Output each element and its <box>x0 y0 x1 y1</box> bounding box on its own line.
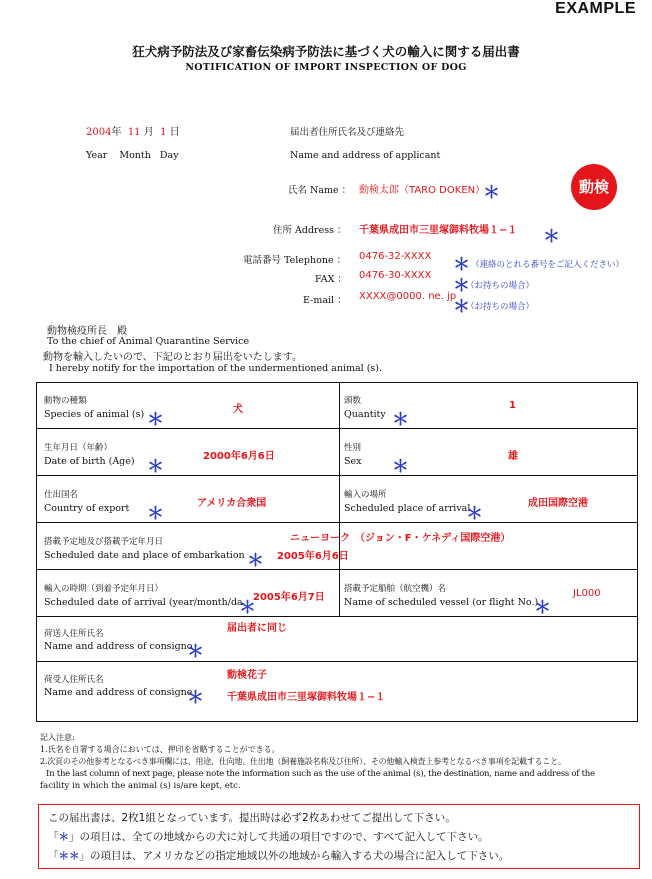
applicant-heading-en: Name and address of applicant <box>290 150 441 161</box>
vessel-value: JL000 <box>573 588 601 599</box>
birth-jp: 生年月日（年齢） <box>44 443 113 453</box>
arrival-date-value: 2005年6月7日 <box>253 592 325 603</box>
seal-stamp: 動検 <box>571 164 617 210</box>
sex-en: Sex <box>344 456 362 467</box>
fax-label: FAX ： <box>315 274 347 285</box>
arrival-date-asterisk: ＊ <box>239 598 256 618</box>
export-jp: 仕出国名 <box>44 490 79 500</box>
fax-asterisk: ＊ <box>453 276 470 296</box>
embark-asterisk: ＊ <box>247 551 264 571</box>
phone-label: 電話番号 Telephone ： <box>243 255 347 266</box>
addressee-jp: 動物検疫所長 殿 <box>47 326 127 337</box>
export-value: アメリカ合衆国 <box>197 498 267 509</box>
name-asterisk: ＊ <box>483 183 500 203</box>
birth-en: Date of birth (Age) <box>44 456 135 467</box>
consignee-address: 千葉県成田市三里塚御料牧場１−１ <box>227 692 386 703</box>
quantity-value: 1 <box>509 400 516 411</box>
species-jp: 動物の種類 <box>44 396 87 406</box>
birth-value: 2000年6月6日 <box>203 451 275 462</box>
species-value: 犬 <box>233 404 243 415</box>
example-label: EXAMPLE <box>555 0 636 17</box>
export-asterisk: ＊ <box>147 504 164 524</box>
embark-place-value: ニューヨーク （ジョン・F・ケネディ国際空港） <box>290 533 511 544</box>
double-asterisk-mark: ＊＊ <box>58 850 80 862</box>
name-label: 氏名 Name ： <box>288 185 352 196</box>
note-3-line-1: In the last column of next page, please note the information such as the use of the animal (s), the destination, name and address of the <box>46 769 595 779</box>
email-label: E-mail ： <box>303 295 347 306</box>
notify-jp: 動物を輸入したいので、下記のとおり届出をいたします。 <box>43 352 302 363</box>
birth-asterisk: ＊ <box>147 457 164 477</box>
title-english: NOTIFICATION OF IMPORT INSPECTION OF DOG <box>185 62 467 73</box>
notice-line-1: この届出書は、2枚1組となっています。提出時は必ず2枚あわせてご提出して下さい。 <box>48 812 456 824</box>
note-1: 1.氏名を自署する場合においては、押印を省略することができる。 <box>40 745 280 754</box>
consignee-en: Name and address of consigne <box>44 687 193 698</box>
vessel-en: Name of scheduled vessel (or flight No.) <box>344 597 539 608</box>
consignee-asterisk: ＊ <box>187 688 204 708</box>
arrival-date-en: Scheduled date of arrival (year/month/da <box>44 597 243 608</box>
consignor-asterisk: ＊ <box>187 642 204 662</box>
quantity-jp: 頭数 <box>344 396 362 406</box>
addressee-en: To the chief of Animal Quarantine Service <box>47 336 250 347</box>
name-value: 動検太郎（TARO DOKEN） <box>359 185 486 196</box>
import-form-table <box>36 382 638 722</box>
notice-line-3: 「＊＊」の項目は、アメリカなどの指定地域以外の地域から輸入する犬の場合に記入して下さい。 <box>48 850 510 862</box>
notes-heading: 記入注意: <box>40 733 75 742</box>
notice-line-2: 「＊」の項目は、全ての地域からの犬に対して共通の項目ですので、すべて記入して下さい。 <box>48 831 489 843</box>
consignor-value: 届出者に同じ <box>227 623 287 634</box>
note-3-line-2: facility in which the animal (s) is/are kept, etc. <box>40 781 241 791</box>
phone-note: （連絡のとれる番号をご記入ください） <box>471 260 625 270</box>
year-jp-label: 年 <box>111 127 122 138</box>
note-2: 2.次頁のその他参考となるべき事項欄には、用途、仕向地、仕出地（飼養施設名称及び住所）、その他輸入検査上参考となるべき事項を記載すること。 <box>40 757 566 766</box>
address-label: 住所 Address ： <box>273 225 347 236</box>
vessel-asterisk: ＊ <box>534 598 551 618</box>
arrival-date-jp: 輸入の時期（到着予定年月日） <box>44 584 164 594</box>
arrival-place-en: Scheduled place of arrival <box>344 503 471 514</box>
export-en: Country of export <box>44 503 130 514</box>
consignee-jp: 荷受人住所氏名 <box>44 675 104 685</box>
date-labels-en: Year Month Day <box>86 150 179 161</box>
arrival-place-jp: 輸入の場所 <box>344 490 387 500</box>
consignee-name: 動検花子 <box>227 670 267 681</box>
embark-en: Scheduled date and place of embarkation <box>44 550 245 561</box>
fax-value: 0476-30-XXXX <box>359 270 432 281</box>
consignor-jp: 荷送人住所氏名 <box>44 629 104 639</box>
species-en: Species of animal (s) <box>44 409 145 420</box>
email-asterisk: ＊ <box>453 297 470 317</box>
date-row <box>86 123 180 138</box>
title-japanese: 狂犬病予防法及び家畜伝染病予防法に基づく犬の輸入に関する届出書 <box>132 44 520 59</box>
quantity-asterisk: ＊ <box>392 410 409 430</box>
sex-asterisk: ＊ <box>392 457 409 477</box>
month-jp-label: 月 <box>143 127 154 138</box>
address-asterisk: ＊ <box>543 227 560 247</box>
embark-jp: 搭載予定地及び搭載予定年月日 <box>44 537 164 547</box>
applicant-heading-jp: 届出者住所氏名及び連絡先 <box>290 127 405 138</box>
notify-en: I hereby notify for the importation of the undermentioned animal (s). <box>49 363 383 374</box>
year-value: 2004 <box>86 127 112 138</box>
arrival-place-value: 成田国際空港 <box>528 498 588 509</box>
fax-note: （お持ちの場合） <box>466 281 535 291</box>
month-value: 11 <box>127 127 141 138</box>
day-value: 1 <box>160 127 167 138</box>
phone-asterisk: ＊ <box>453 255 470 275</box>
quantity-en: Quantity <box>344 409 386 420</box>
consignor-en: Name and address of consigno <box>44 641 193 652</box>
species-asterisk: ＊ <box>147 410 164 430</box>
single-asterisk-mark: ＊ <box>58 831 69 843</box>
address-value: 千葉県成田市三里塚御料牧場１−１ <box>359 225 518 236</box>
arrival-place-asterisk: ＊ <box>466 504 483 524</box>
day-jp-label: 日 <box>169 127 180 138</box>
sex-value: 雄 <box>508 451 518 462</box>
vessel-jp: 搭載予定船舶（航空機）名 <box>344 584 447 594</box>
submission-notice-box <box>38 804 640 869</box>
embark-date-value: 2005年6月6日 <box>277 551 349 562</box>
email-note: （お持ちの場合） <box>466 302 535 312</box>
email-value: XXXX@0000. ne. jp <box>359 291 457 302</box>
phone-value: 0476-32-XXXX <box>359 251 432 262</box>
sex-jp: 性別 <box>344 443 362 453</box>
